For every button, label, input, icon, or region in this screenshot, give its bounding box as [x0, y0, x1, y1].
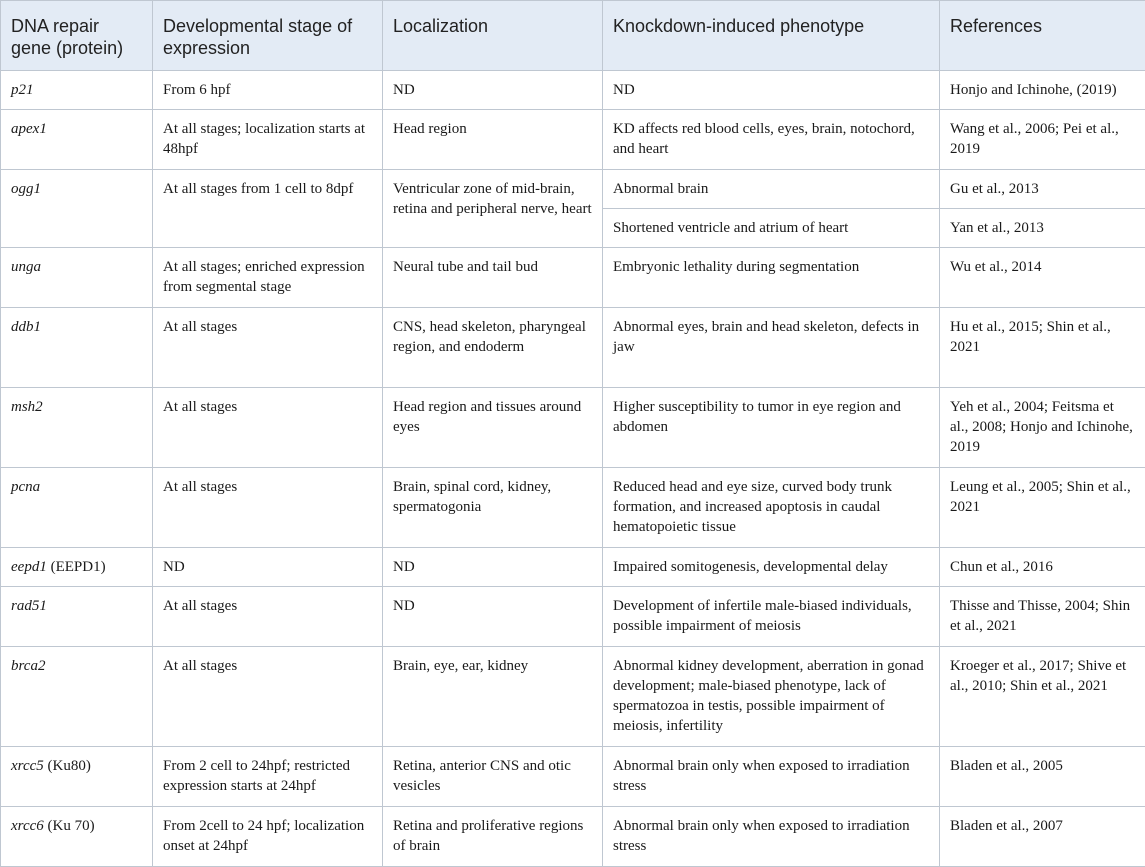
header-stage: Developmental stage of expression	[153, 1, 383, 71]
gene-name: ddb1	[11, 319, 41, 335]
references-cell: Wang et al., 2006; Pei et al., 2019	[940, 110, 1145, 170]
phenotype-cell: Development of infertile male-biased individuals, possible impairment of meiosis	[603, 587, 940, 647]
references-cell: Bladen et al., 2005	[940, 747, 1145, 807]
header-phenotype: Knockdown-induced phenotype	[603, 1, 940, 71]
phenotype-cell: Reduced head and eye size, curved body trunk formation, and increased apoptosis in caudal hematopoietic tissue	[603, 468, 940, 548]
localization-cell: Head region	[383, 110, 603, 170]
localization-cell: ND	[383, 548, 603, 587]
gene-cell	[1, 807, 153, 867]
phenotype-cell: Impaired somitogenesis, developmental delay	[603, 548, 940, 587]
table-row	[1, 548, 1145, 587]
table-row	[1, 110, 1145, 170]
phenotype-cell: Embryonic lethality during segmentation	[603, 248, 940, 308]
stage-cell: From 6 hpf	[153, 71, 383, 110]
references-cell: Kroeger et al., 2017; Shive et al., 2010; Shin et al., 2021	[940, 647, 1145, 747]
references-cell: Hu et al., 2015; Shin et al., 2021	[940, 308, 1145, 388]
stage-cell: At all stages	[153, 587, 383, 647]
gene-name: xrcc5	[11, 758, 44, 774]
gene-cell	[1, 548, 153, 587]
header-row	[1, 1, 1145, 71]
references-cell: Yan et al., 2013	[940, 209, 1145, 248]
phenotype-cell: Abnormal brain only when exposed to irradiation stress	[603, 807, 940, 867]
table-row	[1, 308, 1145, 388]
gene-name: eepd1	[11, 559, 47, 575]
localization-cell: ND	[383, 71, 603, 110]
phenotype-cell: Abnormal eyes, brain and head skeleton, defects in jaw	[603, 308, 940, 388]
stage-cell: ND	[153, 548, 383, 587]
header-gene: DNA repair gene (protein)	[1, 1, 153, 71]
table-row	[1, 587, 1145, 647]
gene-name: rad51	[11, 598, 47, 614]
stage-cell: At all stages	[153, 468, 383, 548]
gene-cell	[1, 388, 153, 468]
references-cell: Leung et al., 2005; Shin et al., 2021	[940, 468, 1145, 548]
references-cell: Bladen et al., 2007	[940, 807, 1145, 867]
references-cell: Wu et al., 2014	[940, 248, 1145, 308]
gene-name: msh2	[11, 399, 43, 415]
stage-cell: At all stages	[153, 308, 383, 388]
localization-cell: Head region and tissues around eyes	[383, 388, 603, 468]
stage-cell: From 2cell to 24 hpf; localization onset at 24hpf	[153, 807, 383, 867]
references-cell: Gu et al., 2013	[940, 170, 1145, 209]
gene-name: unga	[11, 259, 41, 275]
protein-name: (EEPD1)	[51, 559, 106, 575]
gene-cell	[1, 468, 153, 548]
stage-cell: At all stages; enriched expression from segmental stage	[153, 248, 383, 308]
stage-cell: At all stages from 1 cell to 8dpf	[153, 170, 383, 248]
gene-cell	[1, 747, 153, 807]
protein-name: (Ku80)	[48, 758, 91, 774]
table-row	[1, 807, 1145, 867]
gene-name: pcna	[11, 479, 40, 495]
stage-cell: At all stages; localization starts at 48hpf	[153, 110, 383, 170]
table-row	[1, 747, 1145, 807]
table-row	[1, 388, 1145, 468]
localization-cell: ND	[383, 587, 603, 647]
localization-cell: Neural tube and tail bud	[383, 248, 603, 308]
references-cell: Yeh et al., 2004; Feitsma et al., 2008; Honjo and Ichinohe, 2019	[940, 388, 1145, 468]
table-row	[1, 647, 1145, 747]
phenotype-cell: Abnormal brain only when exposed to irradiation stress	[603, 747, 940, 807]
gene-cell	[1, 71, 153, 110]
gene-name: xrcc6	[11, 818, 44, 834]
localization-cell: Retina and proliferative regions of brain	[383, 807, 603, 867]
gene-cell	[1, 587, 153, 647]
stage-cell: From 2 cell to 24hpf; restricted expression starts at 24hpf	[153, 747, 383, 807]
localization-cell: Brain, spinal cord, kidney, spermatogonia	[383, 468, 603, 548]
phenotype-cell: Shortened ventricle and atrium of heart	[603, 209, 940, 248]
gene-cell	[1, 170, 153, 248]
protein-name: (Ku 70)	[48, 818, 95, 834]
localization-cell: CNS, head skeleton, pharyngeal region, and endoderm	[383, 308, 603, 388]
table-row	[1, 170, 1145, 209]
table-row	[1, 248, 1145, 308]
gene-cell	[1, 308, 153, 388]
stage-cell: At all stages	[153, 647, 383, 747]
localization-cell: Brain, eye, ear, kidney	[383, 647, 603, 747]
phenotype-cell: Abnormal kidney development, aberration in gonad development; male-biased phenotype, lack of spermatozoa in testis, possible impairment of meiosis, infertility	[603, 647, 940, 747]
header-references: References	[940, 1, 1145, 71]
references-cell: Chun et al., 2016	[940, 548, 1145, 587]
header-localization: Localization	[383, 1, 603, 71]
references-cell: Honjo and Ichinohe, (2019)	[940, 71, 1145, 110]
table-row	[1, 468, 1145, 548]
stage-cell: At all stages	[153, 388, 383, 468]
localization-cell: Ventricular zone of mid-brain, retina and peripheral nerve, heart	[383, 170, 603, 248]
gene-name: p21	[11, 82, 34, 98]
gene-name: apex1	[11, 121, 47, 137]
phenotype-cell: KD affects red blood cells, eyes, brain, notochord, and heart	[603, 110, 940, 170]
gene-name: brca2	[11, 658, 45, 674]
gene-name: ogg1	[11, 181, 41, 197]
phenotype-cell: Abnormal brain	[603, 170, 940, 209]
gene-cell	[1, 110, 153, 170]
phenotype-cell: Higher susceptibility to tumor in eye region and abdomen	[603, 388, 940, 468]
references-cell: Thisse and Thisse, 2004; Shin et al., 2021	[940, 587, 1145, 647]
gene-cell	[1, 647, 153, 747]
localization-cell: Retina, anterior CNS and otic vesicles	[383, 747, 603, 807]
gene-cell	[1, 248, 153, 308]
phenotype-cell: ND	[603, 71, 940, 110]
table-row	[1, 71, 1145, 110]
